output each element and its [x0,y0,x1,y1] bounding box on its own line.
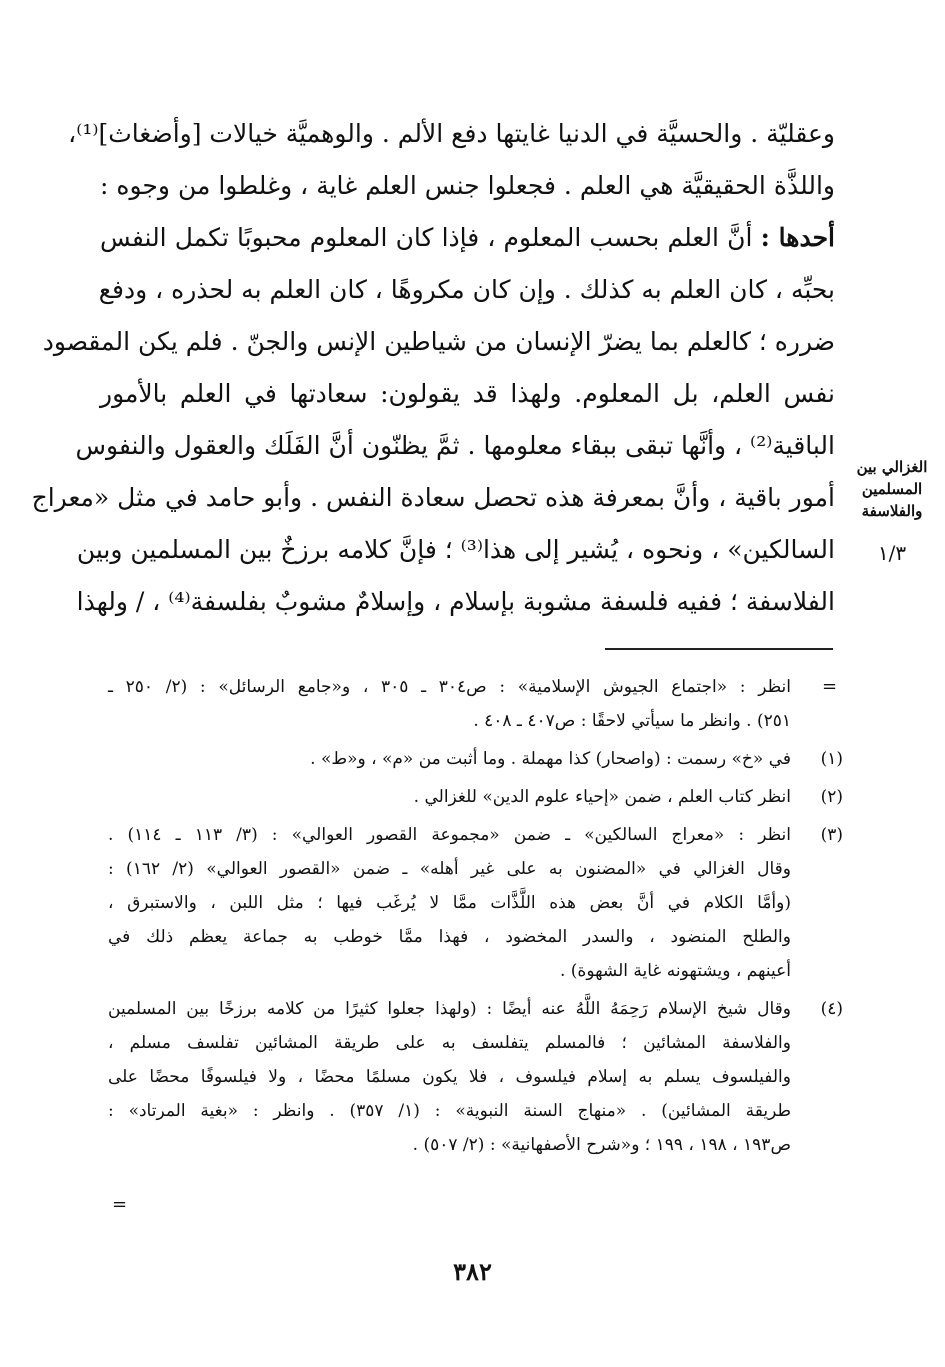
main-line-9: السالكين» ، ونحوه ، يُشير إلى هذا⁽³⁾ ؛ فإنَّ كلامه برزخٌ بين المسلمين وبين [76,535,835,564]
margin-heading [847,456,937,522]
continued-mark: = [822,676,838,697]
footnote-line: والفيلسوف يسلم به إسلام فيلسوف ، فلا يكون مسلمًا محضًا ، ولا فيلسوفًا محضًا على [108,1067,791,1087]
footnote-line: والفلاسفة المشائين ؛ فالمسلم يتفلسف به على طريقة المشائين تفلسف مسلم ، [108,1033,791,1053]
main-line-1: وعقليّة . والحسيَّة في الدنيا غايتها دفع الألم . والوهميَّة خيالات [وأضغاث]⁽¹⁾، [68,119,835,148]
main-line-7: الباقية⁽²⁾ ، وأنَّها تبقى ببقاء معلومها . ثمَّ يظنّون أنَّ الفَلَك والعقول والنفوس [75,431,835,460]
page-number: ٣٨٢ [453,1257,492,1286]
main-line-6: نفس العلم، بل المعلوم. ولهذا قد يقولون: سعادتها في العلم بالأمور [100,379,835,408]
footnote-2 [108,780,843,814]
footnote-line: انظر : «اجتماع الجيوش الإسلامية» : ص٣٠٤ ـ ٣٠٥ ، و«جامع الرسائل» : (٢/ ٢٥٠ ـ [108,677,791,697]
footnotes [108,670,843,1166]
main-line-5: ضرره ؛ كالعلم بما يضرّ الإنسان من شياطين الإنس والجنّ . فلم يكن المقصود [42,327,835,356]
margin-heading-line-2: المسلمين والفلاسفة [861,480,923,520]
main-line-8: أمور باقية ، وأنَّ بمعرفة هذه تحصل سعادة النفس . وأبو حامد في مثل «معراج [31,483,835,512]
footnote-number: (٤) [820,999,843,1019]
footnote-line: طريقة المشائين) . «منهاج السنة النبوية» : (١/ ٣٥٧) . وانظر : «بغية المرتاد» : [108,1101,791,1121]
footnote-number: (١) [820,749,843,769]
footnote-line: ٢٥١) . وانظر ما سيأتي لاحقًا : ص٤٠٧ ـ ٤٠٨ . [473,711,791,731]
footnote-line: وقال الغزالي في «المضنون به على غير أهله» ـ ضمن «القصور العوالي» (٢/ ١٦٢) : [108,859,791,879]
main-line-3 [100,212,835,264]
footnote-line: انظر كتاب العلم ، ضمن «إحياء علوم الدين» للغزالي . [413,787,791,807]
main-line-10: الفلاسفة ؛ ففيه فلسفة مشوبة بإسلام ، وإسلامٌ مشوبٌ بفلسفة⁽⁴⁾ ، / ولهذا [76,587,835,616]
footnote-line: (وأمَّا الكلام في أنَّ بعض هذه اللَّذَّات ممَّا لا يُرغَب فيها ؛ مثل اللبن ، والاستبرق ، [108,893,791,913]
margin-heading-line-1: الغزالي بين [856,458,928,476]
footnote-line: في «خ» رسمت : (واصحار) كذا مهملة . وما أثبت من «م» ، و«ط» . [310,749,791,769]
footnote-line: وقال شيخ الإسلام رَحِمَهُ اللَّهُ عنه أيضًا : (ولهذا جعلوا كثيرًا من كلامه برزخًا بين المسلمين [108,999,791,1019]
footnote-line: انظر : «معراج السالكين» ـ ضمن «مجموعة القصور العوالي» : (٣/ ١١٣ ـ ١١٤) . [108,825,791,845]
footnote-separator [605,648,833,650]
footnote-number: (٢) [820,787,843,807]
footnote-line: ص١٩٣ ، ١٩٨ ، ١٩٩ ؛ و«شرح الأصفهانية» : (٢/ ٥٠٧) . [412,1135,791,1155]
footnote-1 [108,742,843,776]
main-line-2: واللذَّة الحقيقيَّة هي العلم . فجعلوا جنس العلم غاية ، وغلطوا من وجوه : [100,171,835,200]
footnote-number: (٣) [820,825,843,845]
footnote-carry-over [108,670,843,738]
footnote-line: أعينهم ، ويشتهونه غاية الشهوة) . [559,961,791,981]
footnote-line: والطلح المنضود ، والسدر المخضود ، فهذا ممَّا خوطب به جماعة يعظم ذلك في [108,927,791,947]
margin-volume-reference: ١/٣ [877,541,907,565]
main-line-3-rest: أنَّ العلم بحسب المعلوم ، فإذا كان المعلوم محبوبًا تكمل النفس [100,223,753,252]
main-text [31,108,835,628]
footnote-4 [108,992,843,1162]
bold-lead: أحدها : [760,223,835,252]
footnote-3 [108,818,843,988]
continues-mark: = [112,1194,128,1215]
main-line-4: بحبِّه ، كان العلم به كذلك . وإن كان مكروهًا ، كان العلم به لحذره ، ودفع [98,275,835,304]
